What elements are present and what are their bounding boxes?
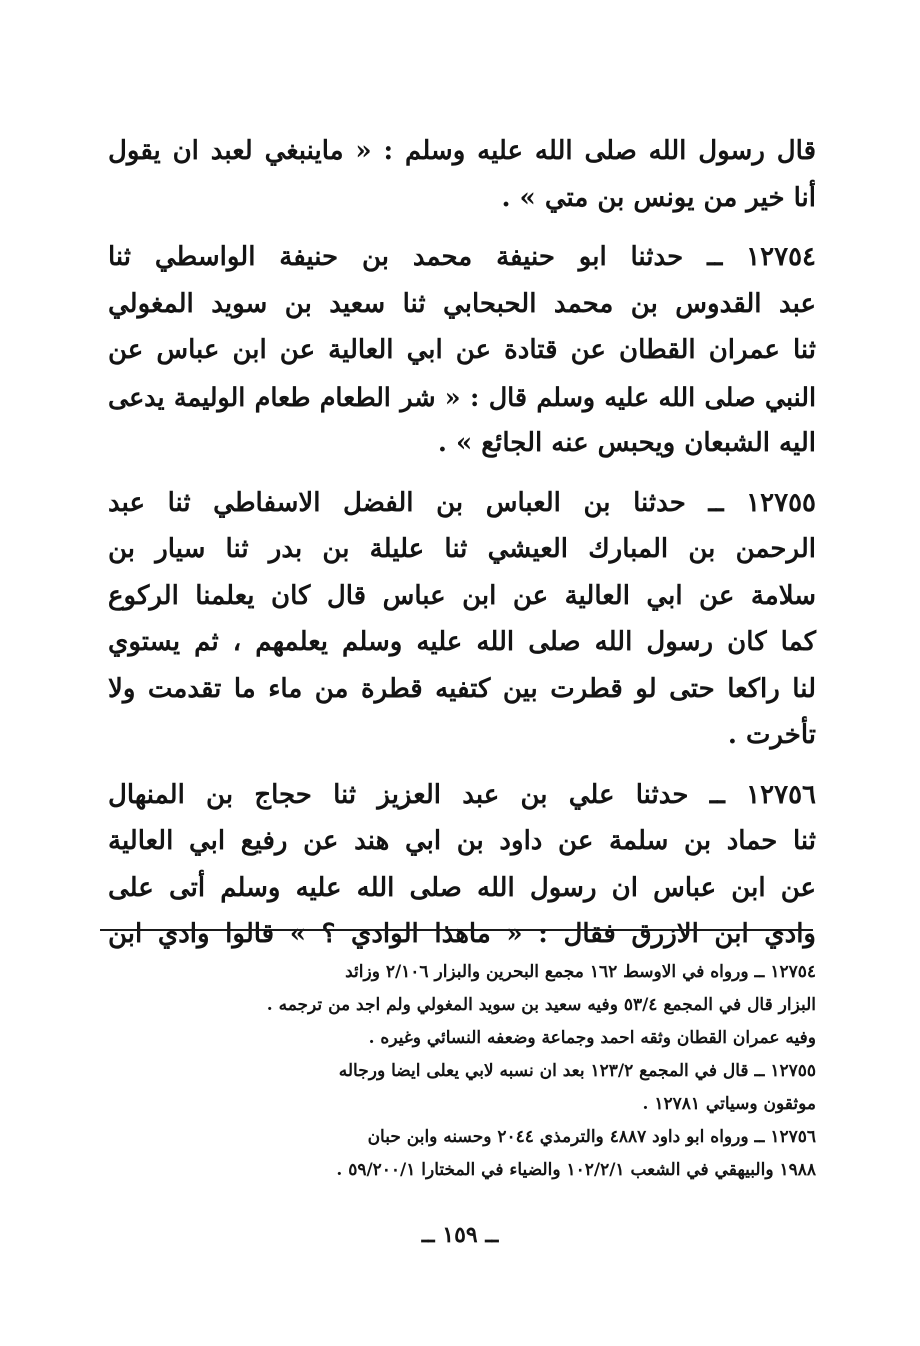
footnote-line: موثقون وسياتي ١٢٧٨١ . [642,1094,816,1114]
footnote-line: ١٢٧٥٥ ــ قال في المجمع ١٢٣/٢ بعد ان نسبه لابي يعلى ايضا ورجاله [338,1061,816,1081]
text-line: ١٢٧٥٤ ــ حدثنا ابو حنيفة محمد بن حنيفة الواسطي ثنا [108,242,816,272]
footnote-line: ١٢٧٥٤ ــ ورواه في الاوسط ١٦٢ مجمع البحرين والبزار ٢/١٠٦ وزائد [345,962,816,982]
text-line: كما كان رسول الله صلى الله عليه وسلم يعلمهم ، ثم يستوي [108,627,816,657]
text-line: النبي صلى الله عليه وسلم قال : « شر الطعام طعام الوليمة يدعى [108,381,816,412]
text-line: سلامة عن ابي العالية عن ابن عباس قال كان يعلمنا الركوع [108,580,816,611]
text-line: وادي ابن الازرق فقال : « ماهذا الوادي ؟ » قالوا وادي ابن [108,919,816,949]
hadith-12754 [108,234,816,467]
footnote-line: وفيه عمران القطان وثقه احمد وجماعة وضعفه النسائي وغيره . [368,1028,816,1048]
hadith-12755 [108,480,816,759]
footnote-line: ١٢٧٥٦ ــ ورواه ابو داود ٤٨٨٧ والترمذي ٢٠٤٤ وحسنه وابن حبان [367,1127,816,1147]
text-line: عبد القدوس بن محمد الحبحابي ثنا سعيد بن سويد المغولي [108,288,816,319]
main-text [108,128,816,958]
text-line: ثنا عمران القطان عن قتادة عن ابي العالية عن ابن عباس عن [108,335,816,365]
text-line: عن ابن عباس ان رسول الله صلى الله عليه وسلم أتى على [108,872,816,903]
text-line: تأخرت . [727,720,816,750]
text-line: أنا خير من يونس بن متي » . [501,182,816,213]
footnote-divider [100,929,813,931]
footnote-line: البزار قال في المجمع ٥٣/٤ وفيه سعيد بن سويد المغولي ولم اجد من ترجمه . [266,995,816,1015]
text-line: ١٢٧٥٥ ــ حدثنا بن العباس بن الفضل الاسفاطي ثنا عبد [108,487,816,518]
text-line: ١٢٧٥٦ ــ حدثنا علي بن عبد العزيز ثنا حجاج بن المنهال [108,779,816,810]
text-line: قال رسول الله صلى الله عليه وسلم : « ماينبغي لعبد ان يقول [108,136,816,166]
intro-paragraph [108,128,816,221]
text-line: ثنا حماد بن سلمة عن داود بن ابي هند عن رفيع ابي العالية [108,826,816,856]
text-line: اليه الشبعان ويحبس عنه الجائع » . [437,428,816,458]
page-number: ــ ١٥٩ ــ [421,1222,499,1248]
text-line: الرحمن بن المبارك العيشي ثنا عليلة بن بدر ثنا سيار بن [108,534,816,564]
footnote-line: ١٩٨٨ والبيهقي في الشعب ١٠٢/٢/١ والضياء في المختارا ٥٩/٢٠٠/١ . [336,1160,816,1180]
footnotes [116,956,816,1187]
text-line: لنا راكعا حتى لو قطرت بين كتفيه قطرة من ماء ما تقدمت ولا [108,673,816,704]
